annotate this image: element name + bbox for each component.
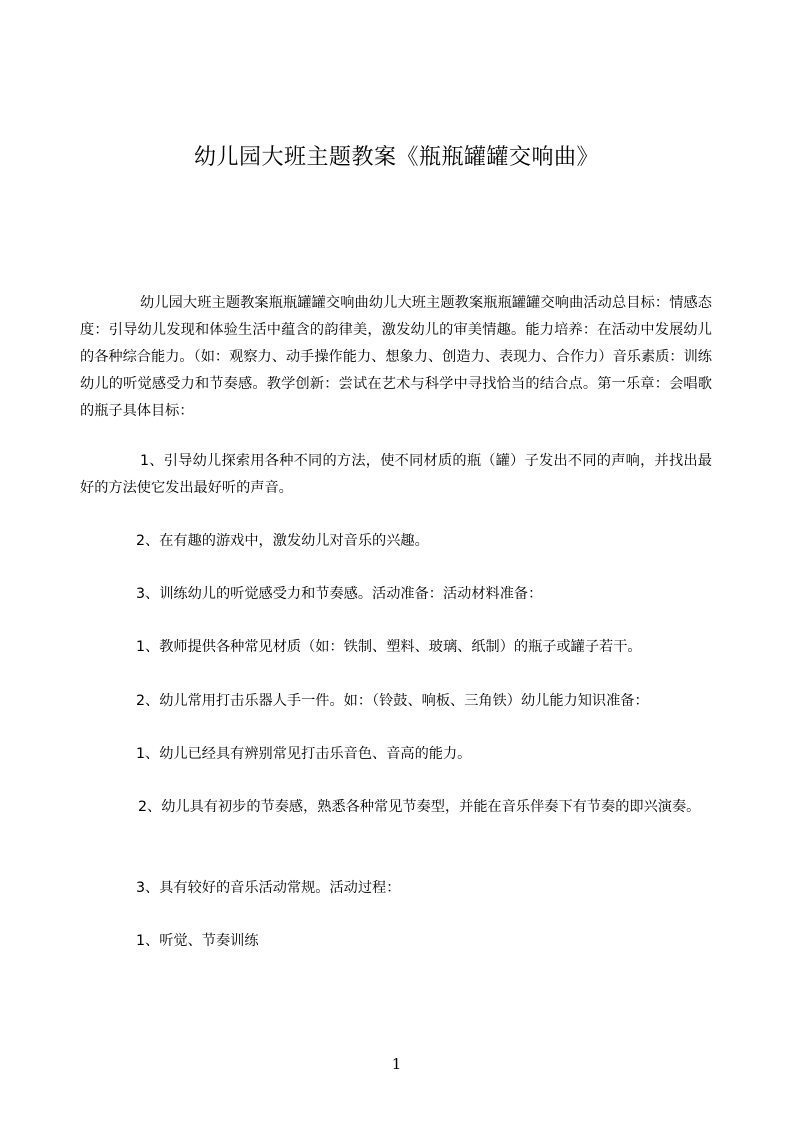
goal-item-3: 3、训练幼儿的听觉感受力和节奏感。活动准备：活动材料准备： <box>136 586 543 602</box>
knowledge-item-1: 1、幼儿已经具有辨别常见打击乐音色、音高的能力。 <box>136 746 472 762</box>
page-number: 1 <box>391 1055 402 1073</box>
process-item-1: 1、听觉、节奏训练 <box>136 933 259 949</box>
goal-item-1: 1、引导幼儿探索用各种不同的方法，使不同材质的瓶（罐）子发出不同的声响，并找出最好的方法使它发出最好听的声音。 <box>80 453 712 496</box>
document-title: 幼儿园大班主题教案《瓶瓶罐罐交响曲》 <box>193 145 599 170</box>
knowledge-item-2: 2、幼儿具有初步的节奏感，熟悉各种常见节奏型，并能在音乐伴奏下有节奏的即兴演奏。 <box>138 799 701 815</box>
material-item-2: 2、幼儿常用打击乐器人手一件。如：（铃鼓、响板、三角铁）幼儿能力知识准备： <box>136 693 649 709</box>
material-item-1: 1、教师提供各种常见材质（如：铁制、塑料、玻璃、纸制）的瓶子或罐子若干。 <box>136 639 642 655</box>
intro-paragraph: 幼儿园大班主题教案瓶瓶罐罐交响曲幼儿大班主题教案瓶瓶罐罐交响曲活动总目标：情感态度：引导幼儿发现和体验生活中蕴含的韵律美，激发幼儿的审美情趣。能力培养：在活动中发展幼儿的各种综合能力。（如：观察力、动手操作能力、想象力、创造力、表现力、合作力）音乐素质：训练幼儿的听觉感受力和节奏感。教学创新：尝试在艺术与科学中寻找恰当的结合点。第一乐章：会唱歌的瓶子具体目标： <box>80 295 712 419</box>
knowledge-item-3: 3、具有较好的音乐活动常规。活动过程： <box>136 880 401 896</box>
goal-item-2: 2、在有趣的游戏中，激发幼儿对音乐的兴趣。 <box>136 533 429 549</box>
